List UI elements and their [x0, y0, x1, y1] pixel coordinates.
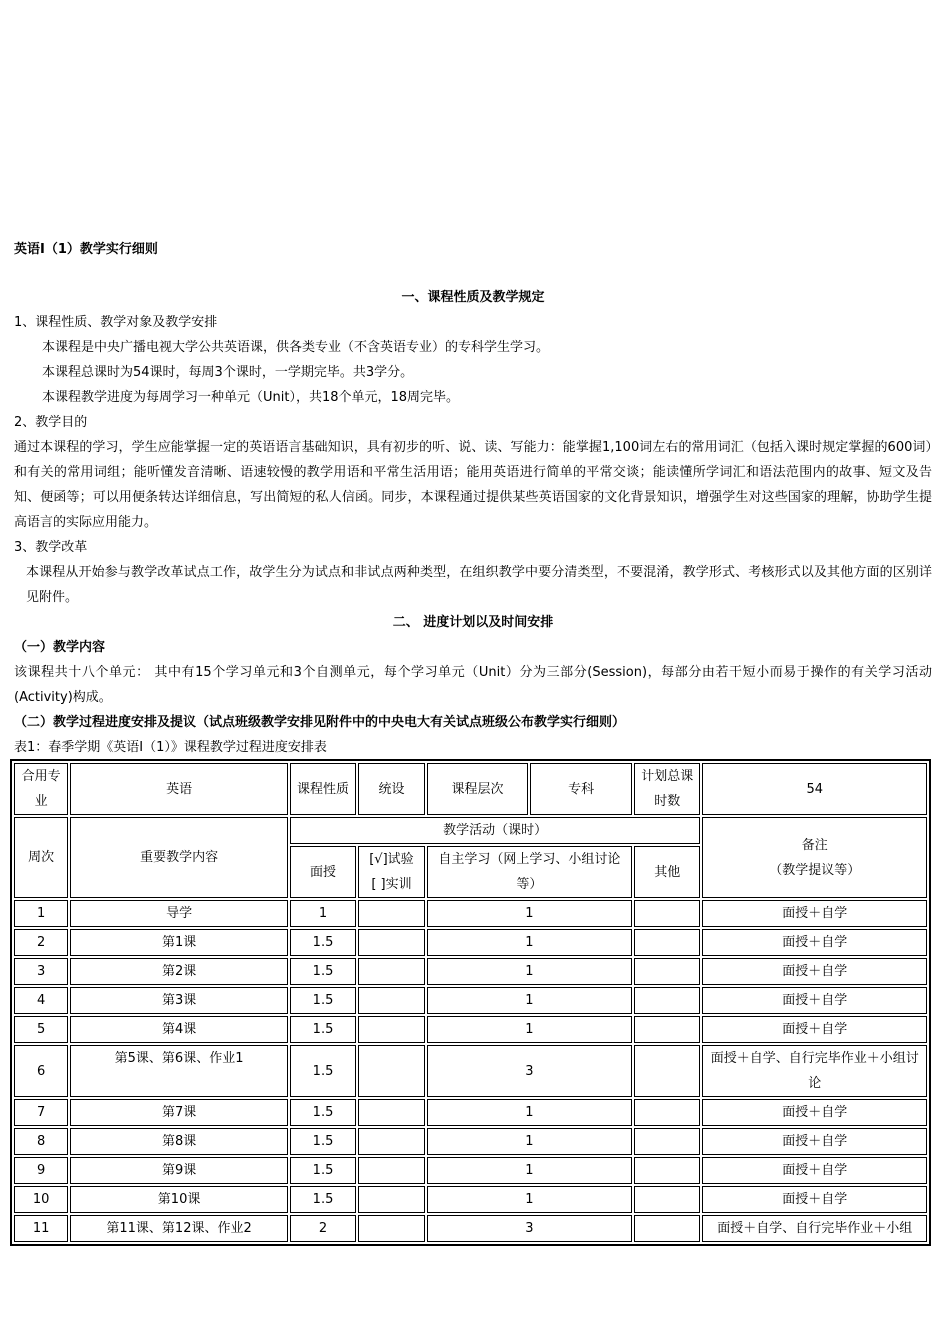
level-value: 专科: [530, 763, 632, 815]
content-cell: 第7课: [70, 1099, 287, 1126]
content-header: 重要教学内容: [70, 817, 287, 898]
remark-cell: 面授＋自学、自行完毕作业＋小组: [702, 1215, 927, 1242]
week-cell: 7: [14, 1099, 68, 1126]
content-cell: 第1课: [70, 929, 287, 956]
document-title: 英语Ⅰ（1）教学实行细则: [14, 242, 158, 257]
experiment-cell: [358, 900, 424, 927]
hours-label: 计划总课时数: [634, 763, 700, 815]
other-header: 其他: [634, 846, 700, 898]
remark-cell: 面授＋自学: [702, 929, 927, 956]
content-cell: 第11课、第12课、作业2: [70, 1215, 287, 1242]
other-cell: [634, 1045, 700, 1097]
face-hours-cell: 1.5: [290, 958, 356, 985]
remark-cell: 面授＋自学、自行完毕作业＋小组讨论: [702, 1045, 927, 1097]
experiment-cell: [358, 1215, 424, 1242]
table-row: [14, 1016, 927, 1043]
week-cell: 3: [14, 958, 68, 985]
other-cell: [634, 958, 700, 985]
week-cell: 4: [14, 987, 68, 1014]
self-study-cell: 1: [427, 1186, 632, 1213]
remark-title: 备注: [801, 837, 828, 853]
face-hours-cell: 1.5: [290, 1045, 356, 1097]
other-cell: [634, 1186, 700, 1213]
hours-value: 54: [702, 763, 927, 815]
table-row: [14, 1099, 927, 1126]
experiment-cell: [358, 1128, 424, 1155]
item2-title: 2、教学目的: [14, 415, 88, 430]
remark-cell: 面授＋自学: [702, 1157, 927, 1184]
sub1-heading: （一）教学内容: [14, 640, 106, 655]
face-hours-cell: 1.5: [290, 1016, 356, 1043]
item1-line: 本课程是中央广播电视大学公共英语课，供各类专业（不含英语专业）的专科学生学习。: [42, 340, 550, 355]
experiment-cell: [358, 929, 424, 956]
face-hours-cell: 1.5: [290, 1186, 356, 1213]
week-cell: 5: [14, 1016, 68, 1043]
table-row: [14, 987, 927, 1014]
week-cell: 11: [14, 1215, 68, 1242]
week-cell: 1: [14, 900, 68, 927]
remark-cell: 面授＋自学: [702, 1099, 927, 1126]
content-cell: 第5课、第6课、作业1: [70, 1045, 287, 1097]
self-study-cell: 1: [427, 958, 632, 985]
other-cell: [634, 900, 700, 927]
schedule-rows: [14, 900, 927, 1242]
remark-cell: 面授＋自学: [702, 900, 927, 927]
remark-cell: 面授＋自学: [702, 987, 927, 1014]
face-hours-cell: 1: [290, 900, 356, 927]
table-row: [14, 1045, 927, 1097]
content-cell: 第4课: [70, 1016, 287, 1043]
face-hours-cell: 2: [290, 1215, 356, 1242]
week-cell: 9: [14, 1157, 68, 1184]
week-cell: 10: [14, 1186, 68, 1213]
self-study-cell: 3: [427, 1045, 632, 1097]
remark-cell: 面授＋自学: [702, 1016, 927, 1043]
item1-line: 本课程总课时为54课时，每周3个课时，一学期完毕。共3学分。: [42, 365, 414, 380]
self-study-cell: 1: [427, 1128, 632, 1155]
sub1-text: 该课程共十八个单元： 其中有15个学习单元和3个自测单元，每个学习单元（Unit）分为三部分(Session)，每部分由若干短小而易于操作的有关学习活动 (Activity)构成。: [14, 665, 932, 705]
other-cell: [634, 929, 700, 956]
section2-heading: 二、 进度计划以及时间安排: [392, 615, 554, 630]
table-row: [14, 1157, 927, 1184]
other-cell: [634, 1099, 700, 1126]
other-cell: [634, 1016, 700, 1043]
experiment-cell: [358, 1016, 424, 1043]
table-caption: 表1：春季学期《英语Ⅰ（1）》课程教学过程进度安排表: [14, 740, 327, 755]
week-cell: 8: [14, 1128, 68, 1155]
other-cell: [634, 1157, 700, 1184]
experiment-cell: [358, 1045, 424, 1097]
other-cell: [634, 1128, 700, 1155]
experiment-header: [358, 846, 424, 898]
self-study-cell: 1: [427, 987, 632, 1014]
item1-title: 1、课程性质、教学对象及教学安排: [14, 315, 218, 330]
table-row: [14, 929, 927, 956]
major-value: 英语: [70, 763, 287, 815]
self-study-cell: 1: [427, 1016, 632, 1043]
schedule-table: [10, 759, 931, 1246]
sub2-heading: （二）教学过程进度安排及提议（试点班级教学安排见附件中的中央电大有关试点班级公布教学实行细则）: [14, 715, 626, 730]
remark-header: [702, 817, 927, 898]
header-row: [14, 817, 927, 844]
document-body: [14, 285, 932, 760]
experiment-cell: [358, 1157, 424, 1184]
nature-value: 统设: [358, 763, 424, 815]
item3-title: 3、教学改革: [14, 540, 88, 555]
face-header: 面授: [290, 846, 356, 898]
info-row: [14, 763, 927, 815]
face-hours-cell: 1.5: [290, 929, 356, 956]
item2-text: 通过本课程的学习，学生应能掌握一定的英语语言基础知识，具有初步的听、说、读、写能力：能掌握1,100词左右的常用词汇（包括入课时规定掌握的600词）和有关的常用词组；能听懂发音清晰、语速较慢的教学用语和平常生活用语；能用英语进行简单的平常交谈；能读懂所学词汇和语法范围内的故事、短文及告知、便函等；可以用便条转达详细信息，写出简短的私人信函。同步，本课程通过提供某些英语国家的文化背景知识，增强学生对这些国家的理解，协助学生提高语言的实际应用能力。: [14, 440, 932, 530]
self-study-cell: 1: [427, 929, 632, 956]
activity-header: 教学活动（课时）: [290, 817, 701, 844]
content-cell: 第8课: [70, 1128, 287, 1155]
experiment-cell: [358, 987, 424, 1014]
self-study-cell: 3: [427, 1215, 632, 1242]
experiment-cell: [358, 1186, 424, 1213]
nature-label: 课程性质: [290, 763, 356, 815]
content-cell: 第9课: [70, 1157, 287, 1184]
table-row: [14, 900, 927, 927]
level-label: 课程层次: [427, 763, 529, 815]
self-study-cell: 1: [427, 1157, 632, 1184]
remark-cell: 面授＋自学: [702, 1186, 927, 1213]
content-cell: 导学: [70, 900, 287, 927]
table-row: [14, 1215, 927, 1242]
experiment-option: [√]试验: [369, 852, 414, 867]
face-hours-cell: 1.5: [290, 1157, 356, 1184]
experiment-cell: [358, 1099, 424, 1126]
remark-subtitle: （教学提议等）: [769, 862, 861, 878]
face-hours-cell: 1.5: [290, 987, 356, 1014]
self-study-cell: 1: [427, 1099, 632, 1126]
week-header: 周次: [14, 817, 68, 898]
major-label: 合用专业: [14, 763, 68, 815]
week-cell: 6: [14, 1045, 68, 1097]
table-row: [14, 1186, 927, 1213]
table-row: [14, 958, 927, 985]
content-cell: 第10课: [70, 1186, 287, 1213]
item1-line: 本课程教学进度为每周学习一种单元（Unit），共18个单元，18周完毕。: [42, 390, 460, 405]
other-cell: [634, 987, 700, 1014]
content-cell: 第2课: [70, 958, 287, 985]
other-cell: [634, 1215, 700, 1242]
week-cell: 2: [14, 929, 68, 956]
item3-text: 本课程从开始参与教学改革试点工作，故学生分为试点和非试点两种类型，在组织教学中要分清类型，不要混淆，教学形式、考核形式以及其他方面的区别详见附件。: [26, 565, 932, 605]
face-hours-cell: 1.5: [290, 1128, 356, 1155]
section1-heading: 一、课程性质及教学规定: [401, 290, 545, 305]
self-study-header: 自主学习（网上学习、小组讨论等）: [427, 846, 632, 898]
self-study-cell: 1: [427, 900, 632, 927]
content-cell: 第3课: [70, 987, 287, 1014]
practice-option: [ ]实训: [371, 877, 412, 892]
face-hours-cell: 1.5: [290, 1099, 356, 1126]
remark-cell: 面授＋自学: [702, 1128, 927, 1155]
experiment-cell: [358, 958, 424, 985]
table-row: [14, 1128, 927, 1155]
remark-cell: 面授＋自学: [702, 958, 927, 985]
